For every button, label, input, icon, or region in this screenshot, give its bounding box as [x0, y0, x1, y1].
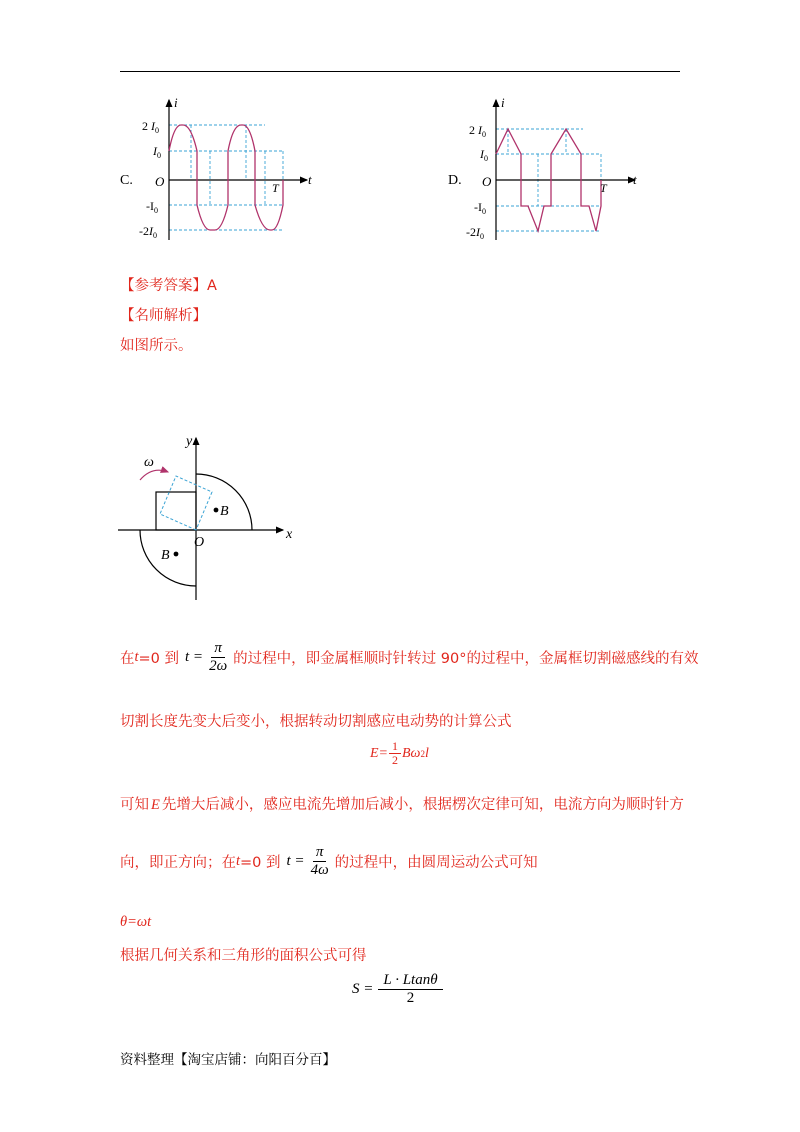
origin-label: O: [155, 174, 165, 189]
field-dot-lower: [174, 552, 179, 557]
fraction-t-pi-4w: t = $\frac{\pi}{4\omega}$: [286, 844, 329, 878]
tick-neg-i0: $-I_0$: [146, 199, 158, 215]
theta-equation: θ=ωt: [120, 914, 152, 930]
y-axis-label: i: [174, 95, 178, 110]
paragraph-2: 切割长度先变大后变小，根据转动切割感应电动势的计算公式: [120, 714, 512, 730]
paragraph-3: 可知 E 先增大后减小，感应电流先增加后减小，根据楞次定律可知，电流方向为顺时针方: [120, 797, 684, 813]
x-axis-label: t: [308, 172, 312, 187]
tick-neg-2i0: $-2I_0$: [466, 225, 484, 241]
field-dot-upper: [214, 508, 219, 513]
origin-label: O: [194, 535, 205, 550]
formula-emf: E= $\frac{1}{2}$ Bω 2 l: [370, 739, 429, 768]
period-label: T: [600, 181, 607, 195]
paragraph-4: 向，即正方向；在 t =0 到 t = $\frac{\pi}{4\omega}$ 的过程中，由圆周运动公式可知: [120, 844, 538, 878]
fraction-t-pi-2w: t = $\frac{\pi}{2\omega}$: [185, 640, 228, 674]
formula-area: S = $\frac{L \cdot Ltan\theta}{2}$: [352, 972, 443, 1006]
y-label: y: [186, 434, 193, 449]
period-label: T: [272, 181, 279, 195]
intro-text: 如图所示。: [120, 338, 193, 354]
rotating-frame-figure: [118, 430, 308, 605]
b-upper-label: B: [220, 504, 229, 519]
header-rule: [120, 71, 680, 72]
option-d-label: D.: [448, 173, 462, 188]
graph-option-d: [443, 92, 658, 242]
x-label: x: [286, 527, 293, 542]
rotated-frame-dashed: [160, 476, 212, 530]
rotation-arrow: [140, 470, 168, 480]
paragraph-1: 在 t =0 到 t = $\frac{\pi}{2\omega}$ 的过程中，即金属框顺时针转过 90°的过程中，金属框切割磁感线的有效: [120, 640, 699, 674]
current-curve: [169, 125, 283, 230]
omega-label: ω: [144, 455, 154, 470]
tick-2i0: 2 $I_0$: [469, 123, 486, 139]
tick-i0: $I_0$: [480, 147, 488, 163]
footer-text: 资料整理【淘宝店铺：向阳百分百】: [120, 1052, 336, 1068]
tick-neg-2i0: $-2I_0$: [139, 224, 157, 240]
x-axis-label: t: [633, 172, 637, 187]
option-c-label: C.: [120, 173, 133, 188]
y-axis-label: i: [501, 95, 505, 110]
analysis-heading: 【名师解析】: [120, 308, 207, 324]
tick-neg-i0: $-I_0$: [474, 200, 486, 216]
answer-line: 【参考答案】A: [120, 278, 217, 294]
graph-option-c: [115, 92, 330, 242]
origin-label: O: [482, 174, 492, 189]
tick-i0: $I_0$: [153, 144, 161, 160]
tick-2i0: 2 $I_0$: [142, 119, 159, 135]
upper-field-arc: [196, 474, 252, 530]
paragraph-5: 根据几何关系和三角形的面积公式可得: [120, 948, 367, 964]
b-lower-label: B: [161, 548, 170, 563]
metal-frame: [156, 492, 196, 530]
